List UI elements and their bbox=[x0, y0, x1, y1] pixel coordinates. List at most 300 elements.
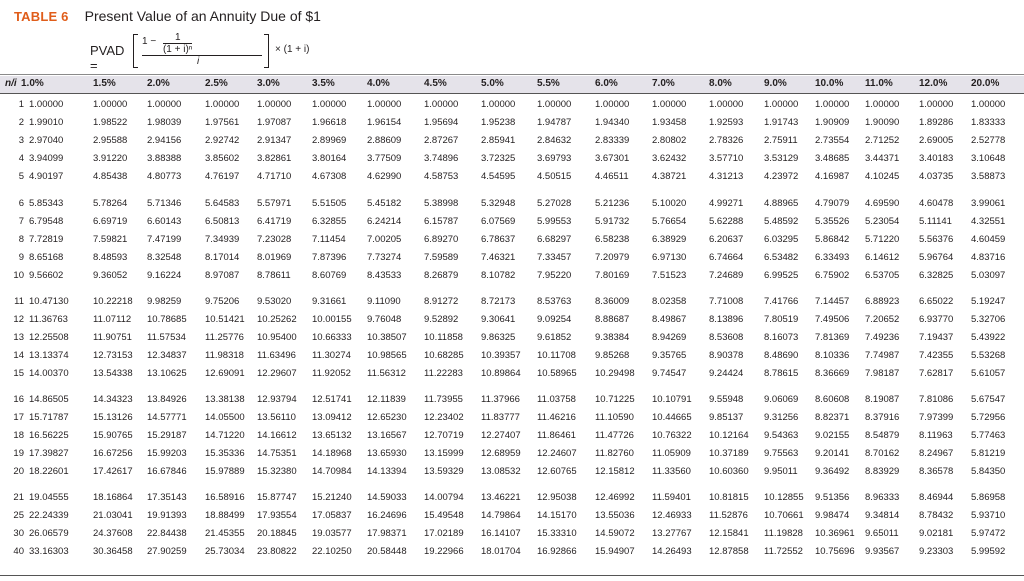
table-cell: 7.34939 bbox=[205, 234, 240, 245]
table-cell: 6.32825 bbox=[919, 270, 954, 281]
table-cell: 2.80802 bbox=[652, 135, 687, 146]
table-cell: 11.03758 bbox=[537, 394, 576, 405]
table-cell: 9.51356 bbox=[815, 492, 850, 503]
table-cell: 8.94269 bbox=[652, 332, 687, 343]
table-cell: 6.60143 bbox=[147, 216, 182, 227]
table-row bbox=[0, 394, 1024, 410]
table-cell: 7.87396 bbox=[312, 252, 347, 263]
period-label: 25 bbox=[13, 510, 24, 521]
table-cell: 6.33493 bbox=[815, 252, 850, 263]
table-cell: 12.95038 bbox=[537, 492, 577, 503]
table-cell: 14.86505 bbox=[29, 394, 69, 405]
table-cell: 11.83777 bbox=[481, 412, 520, 423]
table-row bbox=[0, 528, 1024, 544]
table-cell: 18.88499 bbox=[205, 510, 245, 521]
table-cell: 11.33560 bbox=[652, 466, 691, 477]
table-cell: 10.75696 bbox=[815, 546, 855, 557]
table-cell: 1.97561 bbox=[205, 117, 240, 128]
period-label: 1 bbox=[18, 99, 24, 110]
table-cell: 5.84350 bbox=[971, 466, 1006, 477]
period-label: 40 bbox=[13, 546, 24, 557]
table-cell: 15.35336 bbox=[205, 448, 245, 459]
column-header: 12.0% bbox=[919, 78, 948, 89]
table-cell: 12.93794 bbox=[257, 394, 297, 405]
period-label: 12 bbox=[13, 314, 24, 325]
table-cell: 5.10020 bbox=[652, 198, 687, 209]
table-cell: 5.99553 bbox=[537, 216, 572, 227]
table-cell: 9.02181 bbox=[919, 528, 954, 539]
table-cell: 27.90259 bbox=[147, 546, 187, 557]
table-cell: 14.13394 bbox=[367, 466, 407, 477]
table-cell: 13.56110 bbox=[257, 412, 296, 423]
table-cell: 1.89286 bbox=[919, 117, 954, 128]
table-cell: 12.65230 bbox=[367, 412, 407, 423]
table-cell: 3.69793 bbox=[537, 153, 572, 164]
table-cell: 23.80822 bbox=[257, 546, 297, 557]
table-cell: 3.80164 bbox=[312, 153, 347, 164]
table-cell: 3.82861 bbox=[257, 153, 292, 164]
table-cell: 8.10782 bbox=[481, 270, 516, 281]
table-cell: 5.72956 bbox=[971, 412, 1006, 423]
table-cell: 11.92052 bbox=[312, 368, 351, 379]
table-cell: 13.13374 bbox=[29, 350, 69, 361]
table-cell: 16.24696 bbox=[367, 510, 407, 521]
table-cell: 5.27028 bbox=[537, 198, 572, 209]
table-cell: 6.97130 bbox=[652, 252, 687, 263]
column-header: 5.5% bbox=[537, 78, 560, 89]
table-cell: 1.00000 bbox=[312, 99, 347, 110]
table-cell: 10.58965 bbox=[537, 368, 577, 379]
table-cell: 1.00000 bbox=[367, 99, 402, 110]
table-cell: 5.86958 bbox=[971, 492, 1006, 503]
table-cell: 8.36578 bbox=[919, 466, 954, 477]
table-cell: 10.71225 bbox=[595, 394, 635, 405]
period-label: 10 bbox=[13, 270, 24, 281]
table-cell: 13.38138 bbox=[205, 394, 245, 405]
table-cell: 7.80169 bbox=[595, 270, 630, 281]
table-cell: 12.11839 bbox=[367, 394, 406, 405]
table-cell: 12.15812 bbox=[595, 466, 635, 477]
table-cell: 12.60765 bbox=[537, 466, 577, 477]
table-cell: 10.47130 bbox=[29, 296, 69, 307]
column-header: 3.0% bbox=[257, 78, 280, 89]
formula-one-minus: 1 − bbox=[142, 36, 157, 47]
table-cell: 2.91347 bbox=[257, 135, 292, 146]
table-cell: 5.38998 bbox=[424, 198, 459, 209]
table-cell: 8.54879 bbox=[865, 430, 900, 441]
table-row bbox=[0, 314, 1024, 330]
table-cell: 11.52876 bbox=[709, 510, 748, 521]
table-cell: 8.17014 bbox=[205, 252, 240, 263]
table-cell: 15.71787 bbox=[29, 412, 69, 423]
table-cell: 12.68959 bbox=[481, 448, 521, 459]
formula-bracket-left bbox=[133, 34, 138, 68]
table-cell: 1.00000 bbox=[971, 99, 1006, 110]
period-label: 7 bbox=[18, 216, 24, 227]
table-cell: 17.93554 bbox=[257, 510, 297, 521]
table-cell: 8.10336 bbox=[815, 350, 850, 361]
table-cell: 2.83339 bbox=[595, 135, 630, 146]
table-cell: 8.53763 bbox=[537, 296, 572, 307]
table-cell: 18.01704 bbox=[481, 546, 521, 557]
table-cell: 8.60769 bbox=[312, 270, 347, 281]
table-cell: 6.53705 bbox=[865, 270, 900, 281]
table-cell: 3.44371 bbox=[865, 153, 900, 164]
table-cell: 6.69719 bbox=[93, 216, 128, 227]
table-cell: 7.62817 bbox=[919, 368, 954, 379]
table-cell: 2.87267 bbox=[424, 135, 459, 146]
table-cell: 4.67308 bbox=[312, 171, 347, 182]
period-label: 2 bbox=[18, 117, 24, 128]
table-cell: 5.64583 bbox=[205, 198, 240, 209]
table-cell: 3.91220 bbox=[93, 153, 128, 164]
table-cell: 3.53129 bbox=[764, 153, 799, 164]
table-cell: 4.31213 bbox=[709, 171, 744, 182]
column-header: 7.0% bbox=[652, 78, 675, 89]
table-row bbox=[0, 466, 1024, 482]
table-cell: 7.42355 bbox=[919, 350, 954, 361]
table-cell: 6.93770 bbox=[919, 314, 954, 325]
table-cell: 7.41766 bbox=[764, 296, 799, 307]
column-header: 8.0% bbox=[709, 78, 732, 89]
table-cell: 6.65022 bbox=[919, 296, 954, 307]
table-cell: 1.00000 bbox=[919, 99, 954, 110]
table-cell: 9.06069 bbox=[764, 394, 799, 405]
table-cell: 4.03735 bbox=[919, 171, 954, 182]
table-cell: 9.09254 bbox=[537, 314, 572, 325]
period-label: 9 bbox=[18, 252, 24, 263]
table-cell: 8.16073 bbox=[764, 332, 799, 343]
table-cell: 4.23972 bbox=[764, 171, 799, 182]
table-cell: 6.99525 bbox=[764, 270, 799, 281]
table-cell: 8.48593 bbox=[93, 252, 128, 263]
table-cell: 9.55948 bbox=[709, 394, 744, 405]
table-cell: 10.70661 bbox=[764, 510, 804, 521]
table-row bbox=[0, 216, 1024, 232]
table-cell: 7.73274 bbox=[367, 252, 402, 263]
table-cell: 6.79548 bbox=[29, 216, 64, 227]
table-cell: 5.23054 bbox=[865, 216, 900, 227]
table-cell: 17.02189 bbox=[424, 528, 464, 539]
table-cell: 15.32380 bbox=[257, 466, 297, 477]
table-cell: 8.36009 bbox=[595, 296, 630, 307]
table-cell: 10.60360 bbox=[709, 466, 749, 477]
table-row bbox=[0, 412, 1024, 428]
table-cell: 8.01969 bbox=[257, 252, 292, 263]
table-cell: 12.24607 bbox=[537, 448, 577, 459]
table-cell: 5.71346 bbox=[147, 198, 182, 209]
table-cell: 11.22283 bbox=[424, 368, 463, 379]
table-cell: 15.13126 bbox=[93, 412, 133, 423]
table-cell: 7.72819 bbox=[29, 234, 64, 245]
column-header: 6.0% bbox=[595, 78, 618, 89]
table-cell: 1.96618 bbox=[312, 117, 347, 128]
table-cell: 11.30274 bbox=[312, 350, 351, 361]
table-cell: 6.15787 bbox=[424, 216, 459, 227]
table-cell: 7.98187 bbox=[865, 368, 900, 379]
table-cell: 7.49506 bbox=[815, 314, 850, 325]
table-cell: 6.78637 bbox=[481, 234, 516, 245]
table-cell: 9.85137 bbox=[709, 412, 744, 423]
table-cell: 1.00000 bbox=[537, 99, 572, 110]
table-cell: 8.32548 bbox=[147, 252, 182, 263]
table-cell: 10.98565 bbox=[367, 350, 407, 361]
table-cell: 9.65011 bbox=[865, 528, 899, 539]
table-cell: 5.85343 bbox=[29, 198, 64, 209]
table-cell: 5.45182 bbox=[367, 198, 402, 209]
table-cell: 13.55036 bbox=[595, 510, 635, 521]
period-label: 13 bbox=[13, 332, 24, 343]
table-cell: 1.91743 bbox=[764, 117, 799, 128]
table-cell: 12.23402 bbox=[424, 412, 464, 423]
table-cell: 1.00000 bbox=[481, 99, 516, 110]
table-cell: 1.97087 bbox=[257, 117, 292, 128]
table-cell: 9.34814 bbox=[865, 510, 900, 521]
table-cell: 9.85268 bbox=[595, 350, 630, 361]
table-cell: 14.70984 bbox=[312, 466, 352, 477]
table-cell: 18.22601 bbox=[29, 466, 69, 477]
table-cell: 3.58873 bbox=[971, 171, 1006, 182]
table-cell: 11.86461 bbox=[537, 430, 576, 441]
table-cell: 8.46944 bbox=[919, 492, 954, 503]
table-cell: 11.05909 bbox=[652, 448, 691, 459]
formula-inner-den: (1 + i)ⁿ bbox=[162, 44, 193, 55]
table-cell: 4.16987 bbox=[815, 171, 850, 182]
table-cell: 13.27767 bbox=[652, 528, 692, 539]
table-cell: 5.61057 bbox=[971, 368, 1006, 379]
table-cell: 9.52892 bbox=[424, 314, 459, 325]
period-label: 8 bbox=[18, 234, 24, 245]
table-row bbox=[0, 368, 1024, 384]
column-header-corner: n/i bbox=[5, 78, 17, 89]
table-cell: 7.59821 bbox=[93, 234, 128, 245]
table-cell: 2.94156 bbox=[147, 135, 182, 146]
column-header: 4.5% bbox=[424, 78, 447, 89]
table-cell: 12.15841 bbox=[709, 528, 749, 539]
table-cell: 5.67547 bbox=[971, 394, 1006, 405]
table-cell: 5.11141 bbox=[919, 216, 952, 227]
table-cell: 2.85941 bbox=[481, 135, 516, 146]
table-cell: 16.58916 bbox=[205, 492, 245, 503]
table-cell: 6.74664 bbox=[709, 252, 744, 263]
table-cell: 14.34323 bbox=[93, 394, 133, 405]
table-cell: 2.71252 bbox=[865, 135, 900, 146]
table-cell: 21.03041 bbox=[93, 510, 133, 521]
table-cell: 9.76048 bbox=[367, 314, 402, 325]
table-cell: 5.93710 bbox=[971, 510, 1006, 521]
table-cell: 17.35143 bbox=[147, 492, 187, 503]
table-cell: 4.32551 bbox=[971, 216, 1006, 227]
table-cell: 5.76654 bbox=[652, 216, 687, 227]
table-cell: 12.34837 bbox=[147, 350, 187, 361]
table-cell: 13.09412 bbox=[312, 412, 352, 423]
table-row bbox=[0, 99, 1024, 115]
period-label: 18 bbox=[13, 430, 24, 441]
header-rule bbox=[0, 93, 1024, 94]
table-cell: 4.80773 bbox=[147, 171, 182, 182]
column-header: 10.0% bbox=[815, 78, 844, 89]
column-header: 9.0% bbox=[764, 78, 787, 89]
table-cell: 5.96764 bbox=[919, 252, 954, 263]
table-cell: 7.11454 bbox=[312, 234, 346, 245]
table-cell: 8.88687 bbox=[595, 314, 630, 325]
table-cell: 9.75206 bbox=[205, 296, 240, 307]
table-cell: 8.36669 bbox=[815, 368, 850, 379]
period-label: 11 bbox=[14, 296, 24, 307]
table-cell: 4.88965 bbox=[764, 198, 799, 209]
table-cell: 19.22966 bbox=[424, 546, 464, 557]
table-cell: 5.86842 bbox=[815, 234, 850, 245]
table-cell: 1.94787 bbox=[537, 117, 572, 128]
table-cell: 10.10791 bbox=[652, 394, 692, 405]
table-cell: 8.02358 bbox=[652, 296, 687, 307]
table-cell: 19.91393 bbox=[147, 510, 187, 521]
table-cell: 9.74547 bbox=[652, 368, 687, 379]
table-row bbox=[0, 270, 1024, 286]
table-cell: 3.72325 bbox=[481, 153, 516, 164]
table-cell: 6.07569 bbox=[481, 216, 516, 227]
table-cell: 9.24424 bbox=[709, 368, 744, 379]
table-cell: 6.89270 bbox=[424, 234, 459, 245]
table-cell: 1.00000 bbox=[205, 99, 240, 110]
table-cell: 5.71220 bbox=[865, 234, 900, 245]
table-cell: 4.71710 bbox=[257, 171, 292, 182]
table-cell: 15.29187 bbox=[147, 430, 187, 441]
table-cell: 1.00000 bbox=[147, 99, 182, 110]
table-cell: 8.13896 bbox=[709, 314, 744, 325]
period-label: 21 bbox=[13, 492, 24, 503]
table-cell: 8.72173 bbox=[481, 296, 516, 307]
table-cell: 14.59033 bbox=[367, 492, 407, 503]
table-cell: 2.75911 bbox=[764, 135, 798, 146]
table-cell: 5.78264 bbox=[93, 198, 128, 209]
table-cell: 8.65168 bbox=[29, 252, 64, 263]
table-cell: 2.69005 bbox=[919, 135, 954, 146]
table-row bbox=[0, 350, 1024, 366]
table-cell: 9.54363 bbox=[764, 430, 799, 441]
table-cell: 12.46933 bbox=[652, 510, 692, 521]
table-cell: 4.85438 bbox=[93, 171, 128, 182]
table-cell: 26.06579 bbox=[29, 528, 69, 539]
table-cell: 14.79864 bbox=[481, 510, 521, 521]
table-cell: 12.87858 bbox=[709, 546, 749, 557]
table-cell: 8.53608 bbox=[709, 332, 744, 343]
table-cell: 12.27407 bbox=[481, 430, 521, 441]
column-header: 2.0% bbox=[147, 78, 170, 89]
table-cell: 22.10250 bbox=[312, 546, 352, 557]
table-cell: 9.16224 bbox=[147, 270, 182, 281]
table-cell: 10.12855 bbox=[764, 492, 804, 503]
table-cell: 15.33310 bbox=[537, 528, 577, 539]
table-cell: 8.90378 bbox=[709, 350, 744, 361]
table-cell: 9.02155 bbox=[815, 430, 850, 441]
table-cell: 6.24214 bbox=[367, 216, 402, 227]
table-cell: 6.20637 bbox=[709, 234, 744, 245]
table-cell: 12.25508 bbox=[29, 332, 69, 343]
table-cell: 2.89969 bbox=[312, 135, 347, 146]
table-cell: 13.08532 bbox=[481, 466, 521, 477]
table-cell: 14.15170 bbox=[537, 510, 577, 521]
table-cell: 12.70719 bbox=[424, 430, 464, 441]
table-cell: 9.11090 bbox=[367, 296, 401, 307]
table-cell: 8.26879 bbox=[424, 270, 459, 281]
table-cell: 11.19828 bbox=[764, 528, 803, 539]
table-cell: 12.29607 bbox=[257, 368, 297, 379]
table-cell: 19.04555 bbox=[29, 492, 69, 503]
table-cell: 14.05500 bbox=[205, 412, 245, 423]
table-cell: 9.61852 bbox=[537, 332, 572, 343]
table-cell: 10.38507 bbox=[367, 332, 407, 343]
table-cell: 1.00000 bbox=[709, 99, 744, 110]
table-cell: 9.98259 bbox=[147, 296, 182, 307]
table-cell: 5.19247 bbox=[971, 296, 1006, 307]
table-cell: 2.73554 bbox=[815, 135, 850, 146]
table-cell: 9.98474 bbox=[815, 510, 850, 521]
table-cell: 15.90765 bbox=[93, 430, 133, 441]
table-cell: 11.56312 bbox=[367, 368, 406, 379]
table-cell: 10.25262 bbox=[257, 314, 297, 325]
table-cell: 25.73034 bbox=[205, 546, 245, 557]
table-cell: 13.15999 bbox=[424, 448, 464, 459]
table-cell: 11.73955 bbox=[424, 394, 463, 405]
table-cell: 8.60608 bbox=[815, 394, 850, 405]
table-cell: 3.40183 bbox=[919, 153, 954, 164]
table-cell: 2.84632 bbox=[537, 135, 572, 146]
table-row bbox=[0, 430, 1024, 446]
table-cell: 10.78685 bbox=[147, 314, 187, 325]
table-cell: 4.58753 bbox=[424, 171, 459, 182]
column-header: 1.0% bbox=[21, 78, 44, 89]
table-row bbox=[0, 198, 1024, 214]
period-label: 16 bbox=[13, 394, 24, 405]
table-cell: 15.87747 bbox=[257, 492, 297, 503]
table-cell: 5.57971 bbox=[257, 198, 292, 209]
table-cell: 14.18968 bbox=[312, 448, 352, 459]
table-number: TABLE 6 bbox=[14, 9, 69, 24]
table-cell: 15.49548 bbox=[424, 510, 464, 521]
table-cell: 1.00000 bbox=[595, 99, 630, 110]
table-cell: 6.53482 bbox=[764, 252, 799, 263]
table-cell: 9.23303 bbox=[919, 546, 954, 557]
table-cell: 6.50813 bbox=[205, 216, 240, 227]
table-cell: 9.86325 bbox=[481, 332, 516, 343]
table-cell: 8.83929 bbox=[865, 466, 900, 477]
table-cell: 7.59589 bbox=[424, 252, 459, 263]
table-cell: 7.97399 bbox=[919, 412, 954, 423]
table-cell: 20.18845 bbox=[257, 528, 297, 539]
table-cell: 17.98371 bbox=[367, 528, 407, 539]
table-cell: 4.76197 bbox=[205, 171, 240, 182]
table-cell: 15.21240 bbox=[312, 492, 352, 503]
table-cell: 1.98522 bbox=[93, 117, 128, 128]
period-label: 15 bbox=[13, 368, 24, 379]
table-cell: 8.24967 bbox=[919, 448, 954, 459]
table-cell: 8.78615 bbox=[764, 368, 799, 379]
table-cell: 9.20141 bbox=[815, 448, 850, 459]
table-cell: 2.97040 bbox=[29, 135, 64, 146]
table-cell: 9.31661 bbox=[312, 296, 347, 307]
table-cell: 5.53268 bbox=[971, 350, 1006, 361]
table-cell: 2.52778 bbox=[971, 135, 1006, 146]
column-header: 2.5% bbox=[205, 78, 228, 89]
period-label: 20 bbox=[13, 466, 24, 477]
table-cell: 2.78326 bbox=[709, 135, 744, 146]
table-cell: 4.54595 bbox=[481, 171, 516, 182]
column-header: 1.5% bbox=[93, 78, 116, 89]
table-cell: 1.94340 bbox=[595, 117, 630, 128]
table-cell: 10.36961 bbox=[815, 528, 855, 539]
table-cell: 14.00794 bbox=[424, 492, 464, 503]
